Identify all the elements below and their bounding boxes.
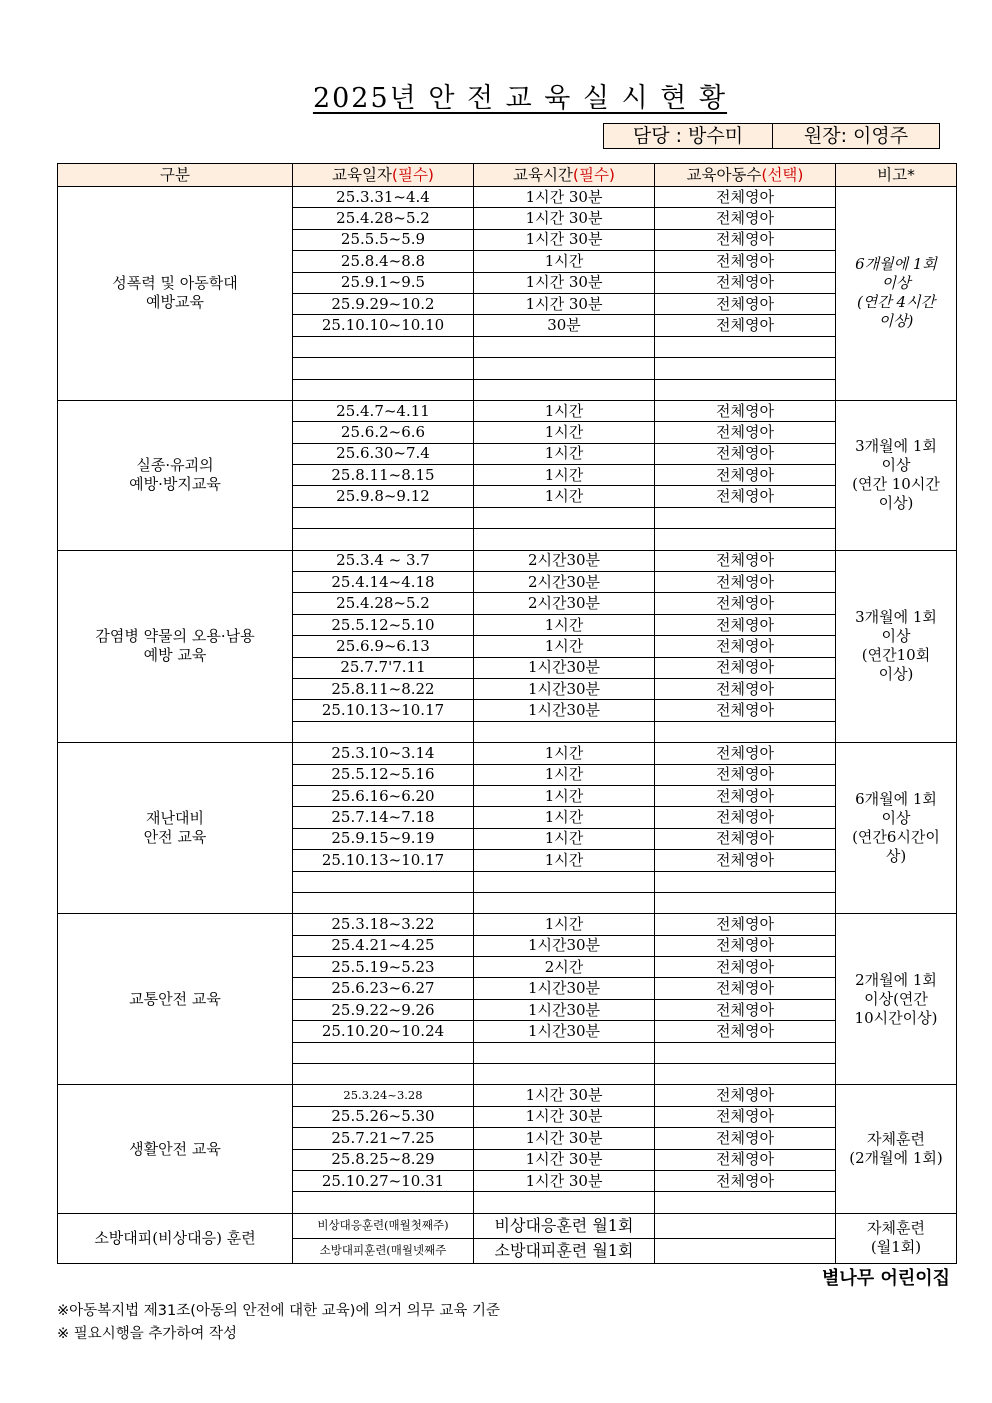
children-cell: 전체영아 bbox=[655, 614, 836, 635]
duration-cell: 1시간 30분 bbox=[474, 1085, 655, 1106]
date-cell bbox=[293, 358, 474, 379]
children-cell: 전체영아 bbox=[655, 807, 836, 828]
date-cell: 25.4.21~4.25 bbox=[293, 935, 474, 956]
text-line: 재난대비 bbox=[146, 809, 204, 828]
children-cell bbox=[655, 1192, 836, 1213]
page-title-text: 2025년 안 전 교 육 실 시 현 황 bbox=[312, 83, 728, 114]
children-cell: 전체영아 bbox=[655, 315, 836, 336]
children-cell: 전체영아 bbox=[655, 593, 836, 614]
page-title bbox=[0, 76, 992, 115]
date-cell: 25.5.5~5.9 bbox=[293, 229, 474, 250]
children-cell: 전체영아 bbox=[655, 1128, 836, 1149]
table-row bbox=[58, 914, 957, 935]
date-cell bbox=[293, 1064, 474, 1085]
duration-cell: 1시간 bbox=[474, 251, 655, 272]
table-row bbox=[58, 400, 957, 421]
children-cell: 전체영아 bbox=[655, 486, 836, 507]
date-cell: 25.9.22~9.26 bbox=[293, 999, 474, 1020]
date-cell: 25.6.23~6.27 bbox=[293, 978, 474, 999]
duration-cell bbox=[474, 1192, 655, 1213]
children-cell: 전체영아 bbox=[655, 293, 836, 314]
date-cell: 25.9.1~9.5 bbox=[293, 272, 474, 293]
children-cell: 전체영아 bbox=[655, 1085, 836, 1106]
remarks-cell bbox=[836, 1085, 957, 1213]
children-cell: 전체영아 bbox=[655, 935, 836, 956]
duration-cell: 1시간30분 bbox=[474, 999, 655, 1020]
duration-cell: 1시간 bbox=[474, 828, 655, 849]
duration-cell bbox=[474, 507, 655, 528]
date-cell: 25.4.28~5.2 bbox=[293, 208, 474, 229]
children-cell: 전체영아 bbox=[655, 251, 836, 272]
text-line: 성폭력 및 아동학대 bbox=[112, 274, 238, 293]
children-cell: 전체영아 bbox=[655, 400, 836, 421]
staff-box bbox=[603, 123, 940, 149]
text-line: 예방 교육 bbox=[143, 646, 207, 665]
children-cell: 전체영아 bbox=[655, 1106, 836, 1127]
table-header-row bbox=[58, 164, 957, 187]
duration-cell: 1시간 bbox=[474, 443, 655, 464]
children-cell: 전체영아 bbox=[655, 1149, 836, 1170]
text-line: (2개월에 1회) bbox=[849, 1149, 943, 1168]
table-row bbox=[58, 187, 957, 208]
table-row bbox=[58, 743, 957, 764]
duration-cell: 2시간30분 bbox=[474, 593, 655, 614]
date-cell: 25.3.31~4.4 bbox=[293, 187, 474, 208]
date-cell: 25.5.12~5.10 bbox=[293, 614, 474, 635]
duration-cell: 소방대피훈련 월1회 bbox=[474, 1238, 655, 1263]
date-cell: 25.10.10~10.10 bbox=[293, 315, 474, 336]
category-cell: 소방대피(비상대응) 훈련 bbox=[58, 1213, 293, 1263]
children-cell bbox=[655, 1042, 836, 1063]
children-cell: 전체영아 bbox=[655, 828, 836, 849]
children-cell: 전체영아 bbox=[655, 550, 836, 571]
header-remarks: 비고* bbox=[836, 164, 957, 187]
children-cell: 전체영아 bbox=[655, 208, 836, 229]
remarks-cell bbox=[836, 914, 957, 1085]
date-cell: 25.10.20~10.24 bbox=[293, 1021, 474, 1042]
text-line: (연간 10시간 bbox=[852, 475, 940, 494]
duration-cell: 1시간30분 bbox=[474, 700, 655, 721]
duration-cell: 1시간 30분 bbox=[474, 187, 655, 208]
date-cell: 25.7.21~7.25 bbox=[293, 1128, 474, 1149]
children-cell: 전체영아 bbox=[655, 914, 836, 935]
footnote-add: ※ 필요시행을 추가하여 작성 bbox=[57, 1326, 238, 1342]
children-cell: 전체영아 bbox=[655, 700, 836, 721]
date-cell: 25.8.25~8.29 bbox=[293, 1149, 474, 1170]
text-line: 3개월에 1회 bbox=[855, 608, 937, 627]
duration-cell: 1시간 30분 bbox=[474, 1149, 655, 1170]
text-line: 예방교육 bbox=[146, 293, 204, 312]
date-cell: 25.8.11~8.22 bbox=[293, 678, 474, 699]
duration-cell: 1시간 bbox=[474, 636, 655, 657]
date-cell bbox=[293, 892, 474, 913]
duration-cell: 1시간 bbox=[474, 743, 655, 764]
date-cell bbox=[293, 1192, 474, 1213]
text-line: 6개월에 1회 bbox=[855, 790, 937, 809]
duration-cell bbox=[474, 1042, 655, 1063]
duration-cell: 1시간 bbox=[474, 914, 655, 935]
category-cell bbox=[58, 743, 293, 914]
text-line: 이상) bbox=[878, 494, 914, 513]
duration-cell bbox=[474, 892, 655, 913]
text-line: 6개월에 1회 bbox=[855, 255, 937, 274]
children-cell: 전체영아 bbox=[655, 443, 836, 464]
duration-cell: 1시간 bbox=[474, 465, 655, 486]
table-row bbox=[58, 1085, 957, 1106]
duration-cell: 1시간 30분 bbox=[474, 229, 655, 250]
children-cell bbox=[655, 358, 836, 379]
remarks-cell bbox=[836, 743, 957, 914]
text-line: 자체훈련 bbox=[867, 1219, 925, 1238]
footnote-legal: ※아동복지법 제31조(아동의 안전에 대한 교육)에 의거 의무 교육 기준 bbox=[57, 1303, 500, 1319]
duration-cell bbox=[474, 358, 655, 379]
date-cell: 소방대피훈련(매월넷째주 bbox=[293, 1238, 474, 1263]
duration-cell: 1시간 bbox=[474, 785, 655, 806]
remarks-cell bbox=[836, 400, 957, 550]
date-cell: 25.5.12~5.16 bbox=[293, 764, 474, 785]
organization-name: 별나무 어린이집 bbox=[822, 1268, 950, 1289]
children-cell bbox=[655, 1238, 836, 1263]
text-line: 이상 bbox=[881, 456, 911, 475]
duration-cell: 1시간 bbox=[474, 807, 655, 828]
duration-cell bbox=[474, 721, 655, 742]
date-cell bbox=[293, 871, 474, 892]
duration-cell: 1시간 30분 bbox=[474, 208, 655, 229]
text-line: 감염병 약물의 오용·남용 bbox=[95, 627, 255, 646]
duration-cell: 1시간 30분 bbox=[474, 1128, 655, 1149]
date-cell bbox=[293, 336, 474, 357]
text-line: 상) bbox=[885, 847, 907, 866]
children-cell: 전체영아 bbox=[655, 957, 836, 978]
date-cell: 25.10.13~10.17 bbox=[293, 850, 474, 871]
text-line: 안전 교육 bbox=[143, 828, 207, 847]
children-cell bbox=[655, 336, 836, 357]
category-cell bbox=[58, 187, 293, 401]
text-line: 2개월에 1회 bbox=[855, 970, 937, 989]
date-cell: 25.9.15~9.19 bbox=[293, 828, 474, 849]
children-cell: 전체영아 bbox=[655, 229, 836, 250]
duration-cell: 2시간30분 bbox=[474, 572, 655, 593]
children-cell: 전체영아 bbox=[655, 657, 836, 678]
date-cell bbox=[293, 1042, 474, 1063]
duration-cell bbox=[474, 379, 655, 400]
text-line: 이상 bbox=[881, 627, 911, 646]
duration-cell: 1시간30분 bbox=[474, 935, 655, 956]
duration-cell: 1시간 bbox=[474, 764, 655, 785]
date-cell: 25.4.7~4.11 bbox=[293, 400, 474, 421]
duration-cell: 1시간 30분 bbox=[474, 1170, 655, 1191]
duration-cell: 1시간 30분 bbox=[474, 293, 655, 314]
duration-cell: 1시간 bbox=[474, 850, 655, 871]
date-cell bbox=[293, 721, 474, 742]
children-cell bbox=[655, 721, 836, 742]
duration-cell: 1시간30분 bbox=[474, 678, 655, 699]
text-line: (연간10회 bbox=[861, 646, 931, 665]
children-cell: 전체영아 bbox=[655, 465, 836, 486]
text-line: 교통안전 교육 bbox=[129, 989, 221, 1008]
date-cell bbox=[293, 507, 474, 528]
text-line: 3개월에 1회 bbox=[855, 437, 937, 456]
category-cell bbox=[58, 550, 293, 743]
children-cell: 전체영아 bbox=[655, 743, 836, 764]
category-cell bbox=[58, 400, 293, 550]
children-cell: 전체영아 bbox=[655, 785, 836, 806]
duration-cell: 1시간 30분 bbox=[474, 1106, 655, 1127]
duration-cell: 1시간 bbox=[474, 422, 655, 443]
children-cell: 전체영아 bbox=[655, 1021, 836, 1042]
date-cell: 25.3.18~3.22 bbox=[293, 914, 474, 935]
manager-label: 담당 : 방수미 bbox=[603, 123, 772, 149]
duration-cell bbox=[474, 871, 655, 892]
header-children: 교육아동수(선택) bbox=[655, 164, 836, 187]
header-date: 교육일자(필수) bbox=[293, 164, 474, 187]
children-cell bbox=[655, 379, 836, 400]
children-cell bbox=[655, 1064, 836, 1085]
remarks-cell bbox=[836, 187, 957, 401]
category-cell bbox=[58, 1085, 293, 1213]
header-category: 구분 bbox=[58, 164, 293, 187]
text-line: 생활안전 교육 bbox=[129, 1139, 221, 1158]
text-line: 이상) bbox=[878, 312, 914, 331]
children-cell: 전체영아 bbox=[655, 678, 836, 699]
children-cell: 전체영아 bbox=[655, 187, 836, 208]
date-cell: 25.3.4 ~ 3.7 bbox=[293, 550, 474, 571]
date-cell: 25.6.16~6.20 bbox=[293, 785, 474, 806]
date-cell: 25.8.4~8.8 bbox=[293, 251, 474, 272]
date-cell: 25.6.30~7.4 bbox=[293, 443, 474, 464]
duration-cell bbox=[474, 1064, 655, 1085]
text-line: 자체훈련 bbox=[867, 1130, 925, 1149]
date-cell: 25.5.26~5.30 bbox=[293, 1106, 474, 1127]
children-cell: 전체영아 bbox=[655, 636, 836, 657]
duration-cell: 1시간 bbox=[474, 400, 655, 421]
text-line: 예방·방지교육 bbox=[129, 475, 221, 494]
text-line: (연간 4시간 bbox=[856, 293, 936, 312]
date-cell: 25.6.9~6.13 bbox=[293, 636, 474, 657]
date-cell: 25.7.7'7.11 bbox=[293, 657, 474, 678]
date-cell: 25.7.14~7.18 bbox=[293, 807, 474, 828]
date-cell: 25.3.24~3.28 bbox=[293, 1085, 474, 1106]
children-cell: 전체영아 bbox=[655, 572, 836, 593]
duration-cell: 1시간 bbox=[474, 614, 655, 635]
children-cell bbox=[655, 871, 836, 892]
duration-cell: 1시간 30분 bbox=[474, 272, 655, 293]
children-cell: 전체영아 bbox=[655, 764, 836, 785]
duration-cell bbox=[474, 336, 655, 357]
text-line: 실종·유괴의 bbox=[136, 456, 214, 475]
children-cell: 전체영아 bbox=[655, 850, 836, 871]
text-line: 이상(연간 bbox=[864, 989, 928, 1008]
duration-cell: 1시간30분 bbox=[474, 978, 655, 999]
date-cell: 25.10.13~10.17 bbox=[293, 700, 474, 721]
remarks-cell bbox=[836, 550, 957, 743]
date-cell: 25.3.10~3.14 bbox=[293, 743, 474, 764]
text-line: 이상 bbox=[881, 274, 911, 293]
date-cell: 25.10.27~10.31 bbox=[293, 1170, 474, 1191]
children-cell: 전체영아 bbox=[655, 272, 836, 293]
category-cell bbox=[58, 914, 293, 1085]
duration-cell: 1시간30분 bbox=[474, 657, 655, 678]
date-cell: 25.8.11~8.15 bbox=[293, 465, 474, 486]
text-line: (연간6시간이 bbox=[852, 828, 940, 847]
children-cell: 전체영아 bbox=[655, 422, 836, 443]
table-row bbox=[58, 550, 957, 571]
children-cell: 전체영아 bbox=[655, 999, 836, 1020]
children-cell bbox=[655, 507, 836, 528]
duration-cell: 2시간30분 bbox=[474, 550, 655, 571]
remarks-cell bbox=[836, 1213, 957, 1263]
children-cell bbox=[655, 892, 836, 913]
education-table bbox=[57, 163, 957, 1264]
text-line: 이상) bbox=[878, 665, 914, 684]
duration-cell: 30분 bbox=[474, 315, 655, 336]
duration-cell: 비상대응훈련 월1회 bbox=[474, 1213, 655, 1238]
children-cell bbox=[655, 1213, 836, 1238]
children-cell: 전체영아 bbox=[655, 978, 836, 999]
text-line: 이상 bbox=[881, 809, 911, 828]
date-cell: 25.4.28~5.2 bbox=[293, 593, 474, 614]
duration-cell: 1시간30분 bbox=[474, 1021, 655, 1042]
date-cell: 25.4.14~4.18 bbox=[293, 572, 474, 593]
children-cell: 전체영아 bbox=[655, 1170, 836, 1191]
date-cell: 비상대응훈련(매월첫째주) bbox=[293, 1213, 474, 1238]
date-cell: 25.9.8~9.12 bbox=[293, 486, 474, 507]
director-label: 원장: 이영주 bbox=[772, 123, 940, 149]
duration-cell: 2시간 bbox=[474, 957, 655, 978]
date-cell: 25.5.19~5.23 bbox=[293, 957, 474, 978]
children-cell bbox=[655, 529, 836, 550]
date-cell: 25.9.29~10.2 bbox=[293, 293, 474, 314]
date-cell bbox=[293, 529, 474, 550]
text-line: 10시간이상) bbox=[854, 1008, 938, 1027]
date-cell: 25.6.2~6.6 bbox=[293, 422, 474, 443]
date-cell bbox=[293, 379, 474, 400]
duration-cell bbox=[474, 529, 655, 550]
text-line: (월1회) bbox=[870, 1238, 922, 1257]
header-duration: 교육시간(필수) bbox=[474, 164, 655, 187]
duration-cell: 1시간 bbox=[474, 486, 655, 507]
table-row bbox=[58, 1213, 957, 1238]
